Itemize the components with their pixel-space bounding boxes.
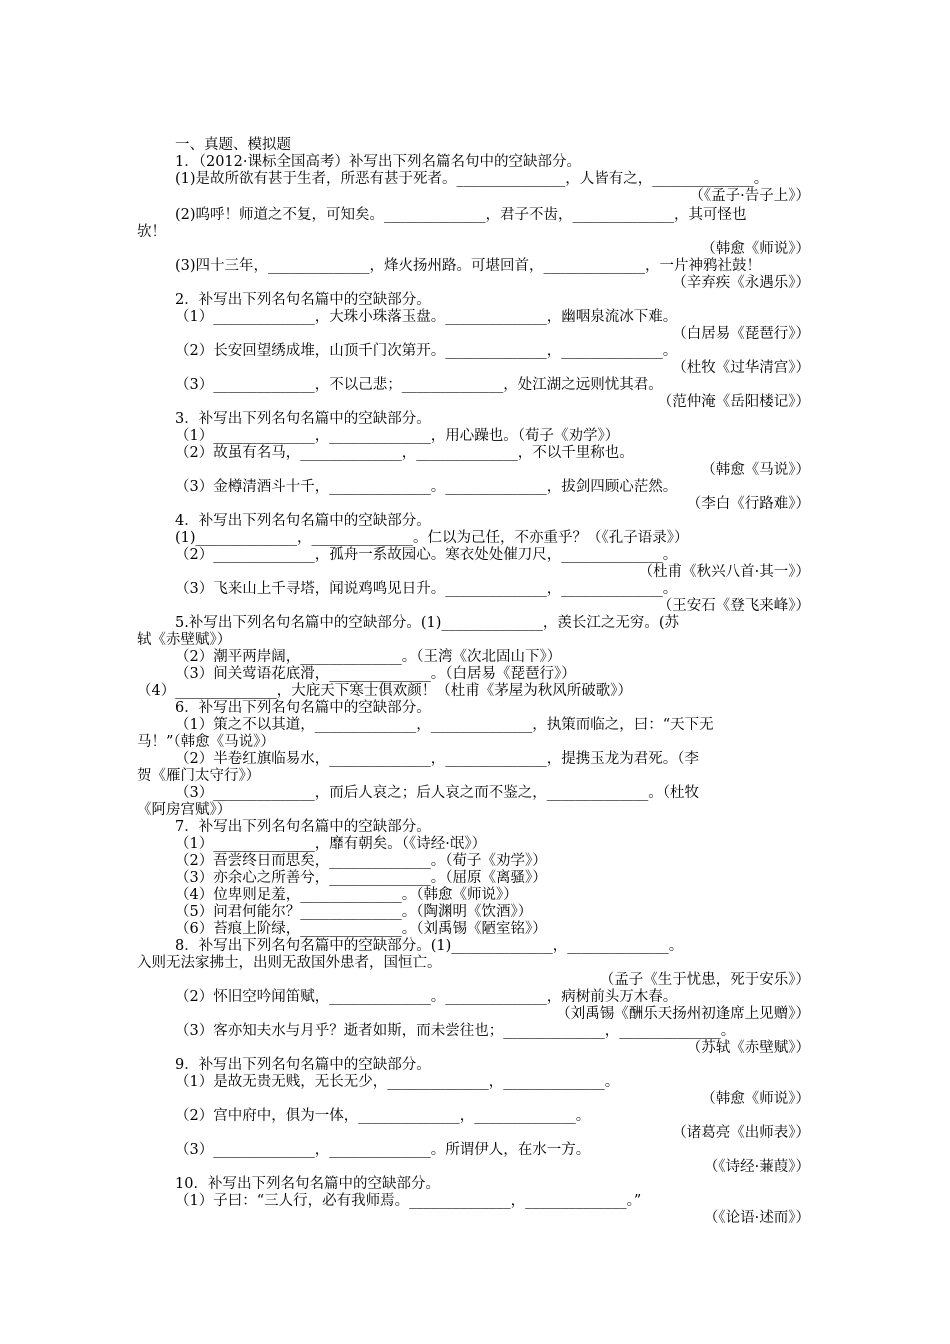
- question-5-prompt-cont: 轼《赤壁赋》）: [137, 632, 232, 648]
- question-9-item-2-source: （诸葛亮《出师表》）: [672, 1125, 810, 1141]
- question-3-item-2: （2）故虽有名马，______________，______________，不以千里称也。: [175, 445, 634, 461]
- question-1-item-1-source: （《孟子·告子上》）: [689, 188, 810, 204]
- question-1-item-2-cont: 欤！: [137, 224, 166, 240]
- question-6-item-1: （1）策之不以其道，______________，______________，执策而临之，曰：“天下无: [175, 717, 714, 733]
- question-3-item-2-source: （韩愈《马说》）: [701, 462, 810, 478]
- question-2-item-2: （2）长安回望绣成堆，山顶千门次第开。______________，______________。: [175, 343, 678, 359]
- question-2-item-1: （1）______________，大珠小珠落玉盘。______________，幽咽泉流冰下难。: [175, 309, 678, 325]
- question-3-item-1: （1）______________，______________，用心躁也。（荀子《劝学》）: [175, 428, 620, 444]
- question-6-item-3: （3）______________，而后人哀之；后人哀之而不鉴之，______________。（杜牧: [175, 785, 699, 801]
- question-4-item-3: （3）飞来山上千寻塔，闻说鸡鸣见日升。______________，______________。: [175, 581, 678, 597]
- section-heading: 一、真题、模拟题: [175, 137, 291, 153]
- question-3-prompt: 3．补写出下列名句名篇中的空缺部分。: [175, 411, 431, 427]
- question-5-item-3: （3）间关莺语花底滑，______________。（白居易《琵琶行》）: [175, 666, 576, 682]
- question-4-prompt: 4．补写出下列名句名篇中的空缺部分。: [175, 513, 431, 529]
- question-1-item-3-source: （辛弃疾《永遇乐》）: [672, 275, 810, 291]
- question-7-item-4: （4）位卑则足羞，______________。（韩愈《师说》）: [175, 887, 518, 903]
- question-9-item-3: （3）______________，______________。所谓伊人，在水一方。: [175, 1142, 591, 1158]
- question-8-item-1-source: （孟子《生于忧患，死于安乐》）: [599, 972, 810, 988]
- question-8-prompt-cont: 入则无法家拂士，出则无敌国外患者，国恒亡。: [137, 955, 442, 971]
- question-7-item-5: （5）问君何能尔？______________。（陶渊明《饮酒》）: [175, 904, 533, 920]
- question-7-item-6: （6）苔痕上阶绿，______________。（刘禹锡《陋室铭》）: [175, 921, 547, 937]
- question-4-item-2-source: （杜甫《秋兴八首·其一》）: [638, 564, 810, 580]
- question-2-item-3-source: （范仲淹《岳阳楼记》）: [657, 394, 810, 410]
- question-6-item-2: （2）半卷红旗临易水，______________，______________，提携玉龙为君死。（李: [175, 751, 699, 767]
- question-1-item-2-source: （韩愈《师说》）: [701, 241, 810, 257]
- question-10-item-1-source: （《论语·述而》）: [703, 1210, 810, 1226]
- question-7-item-3: （3）亦余心之所善兮，______________。（屈原《离骚》）: [175, 870, 547, 886]
- question-4-item-2: （2）______________，孤舟一系故园心。寒衣处处催刀尺，______________。: [175, 547, 678, 563]
- question-1-item-3: (3)四十三年，______________，烽火扬州路。可堪回首，______________，一片神鸦社鼓！: [175, 258, 762, 274]
- question-5-prompt: 5.补写出下列名句名篇中的空缺部分。(1)______________，羡长江之无穷。(苏: [175, 615, 680, 631]
- question-3-item-3-source: （李白《行路难》）: [686, 496, 810, 512]
- question-7-item-2: （2）吾尝终日而思矣，______________。（荀子《劝学》）: [175, 853, 547, 869]
- question-4-item-1: (1)______________，______________。仁以为己任，不亦重乎？（《孔子语录》）: [175, 530, 689, 546]
- question-6-prompt: 6．补写出下列名句名篇中的空缺部分。: [175, 700, 431, 716]
- question-7-prompt: 7．补写出下列名句名篇中的空缺部分。: [175, 819, 431, 835]
- question-3-item-3: （3）金樽清酒斗十千，______________。______________，拔剑四顾心茫然。: [175, 479, 678, 495]
- question-2-item-2-source: （杜牧《过华清宫》）: [672, 360, 810, 376]
- question-9-prompt: 9．补写出下列名句名篇中的空缺部分。: [175, 1057, 431, 1073]
- question-6-item-3-cont: 《阿房宫赋》）: [137, 802, 232, 818]
- question-7-item-1: （1）______________，靡有朝矣。（《诗经·氓》）: [175, 836, 487, 852]
- question-1-item-1: (1)是故所欲有甚于生者，所恶有甚于死者。_______________，人皆有之，______________。: [175, 171, 769, 187]
- question-1-item-2: (2)呜呼！师道之不复，可知矣。______________，君子不齿，______________，其可怪也: [175, 207, 747, 223]
- question-5-item-2: （2）潮平两岸阔，______________。（王湾《次北固山下》）: [175, 649, 562, 665]
- question-6-item-2-cont: 贺《雁门太守行》）: [137, 768, 261, 784]
- question-9-item-1-source: （韩愈《师说》）: [701, 1091, 810, 1107]
- question-8-item-2: （2）怀旧空吟闻笛赋，______________。______________，病树前头万木春。: [175, 989, 678, 1005]
- question-9-item-2: （2）宫中府中，俱为一体，______________，______________。: [175, 1108, 591, 1124]
- question-10-prompt: 10．补写出下列名句名篇中的空缺部分。: [175, 1176, 440, 1192]
- question-8-item-2-source: （刘禹锡《酬乐天扬州初逢席上见赠》）: [556, 1006, 810, 1022]
- question-9-item-3-source: （《诗经·蒹葭》）: [703, 1159, 810, 1175]
- question-4-item-3-source: （王安石《登飞来峰》）: [657, 598, 810, 614]
- question-9-item-1: （1）是故无贵无贱，无长无少，______________，______________。: [175, 1074, 620, 1090]
- question-2-prompt: 2．补写出下列名句名篇中的空缺部分。: [175, 292, 431, 308]
- question-6-item-1-cont: 马！”（韩愈《马说》）: [137, 734, 275, 750]
- question-8-item-3: （3）客亦知夫水与月乎？逝者如斯，而未尝往也；______________，______________。: [175, 1023, 736, 1039]
- question-2-item-1-source: （白居易《琵琶行》）: [672, 326, 810, 342]
- question-2-item-3: （3）______________，不以己悲；______________，处江湖之远则忧其君。: [175, 377, 663, 393]
- question-8-item-3-source: （苏轼《赤壁赋》）: [686, 1040, 810, 1056]
- question-10-item-1: （1）子曰：“三人行，必有我师焉。______________，______________。”: [175, 1193, 642, 1209]
- question-1-prompt: 1．（2012·课标全国高考）补写出下列名篇名句中的空缺部分。: [175, 154, 581, 170]
- question-8-prompt: 8．补写出下列名句名篇中的空缺部分。(1)______________，______________。: [175, 938, 684, 954]
- question-5-item-4: （4）______________，大庇天下寒士俱欢颜！（杜甫《茅屋为秋风所破歌》）: [137, 683, 632, 699]
